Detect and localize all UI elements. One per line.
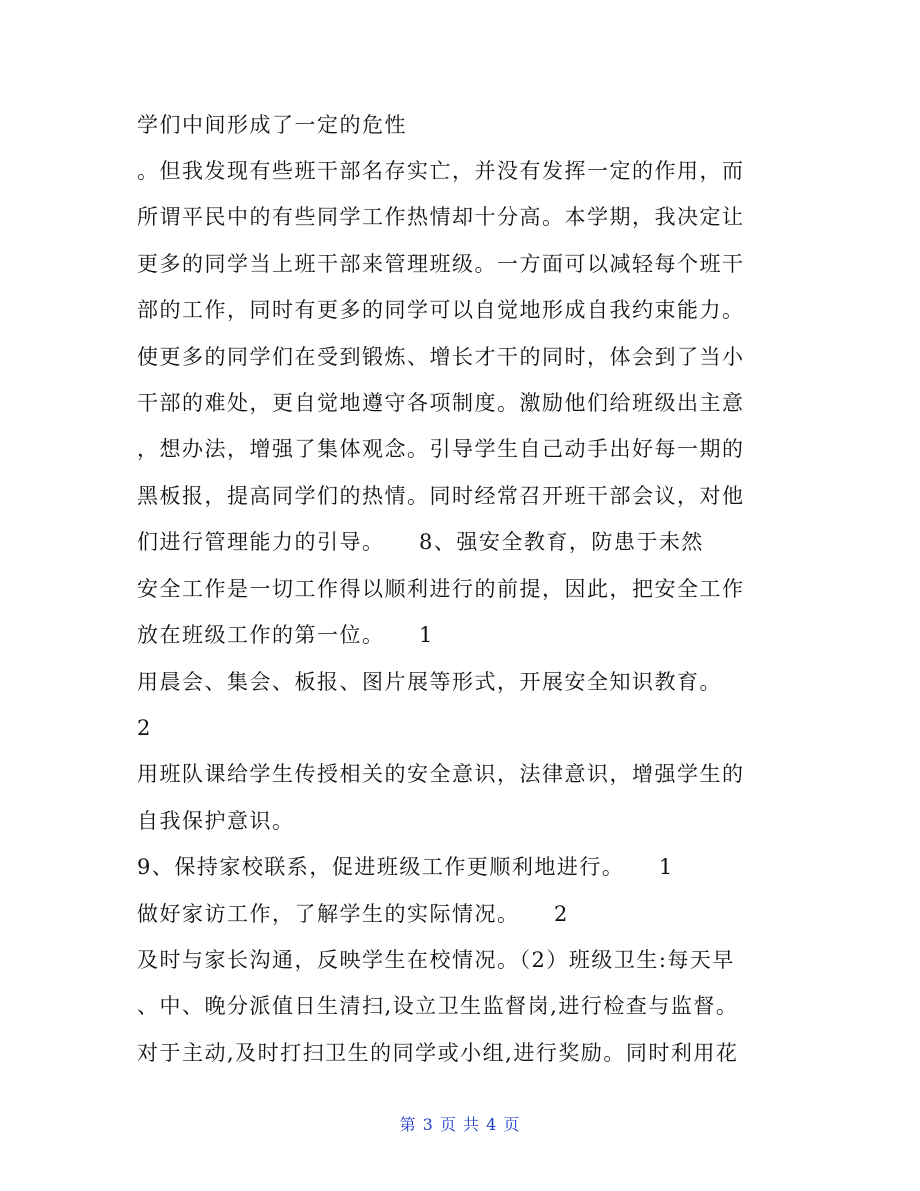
- text-line: 部的工作，同时有更多的同学可以自觉地形成自我约束能力。: [137, 298, 745, 322]
- page-number-footer: 第 3 页 共 4 页: [399, 1115, 521, 1134]
- text-line: 们进行管理能力的引导。 8、强安全教育，防患于未然: [137, 530, 704, 554]
- text-line: 安全工作是一切工作得以顺利进行的前提，因此，把安全工作: [137, 577, 745, 601]
- text-line: ，想办法，增强了集体观念。引导学生自己动手出好每一期的: [137, 437, 745, 461]
- text-line: 学们中间形成了一定的危性: [137, 113, 407, 137]
- text-line: 9、保持家校联系，促进班级工作更顺利地进行。 1: [137, 855, 674, 879]
- text-line: 及时与家长沟通，反映学生在校情况。（2）班级卫生:每天早: [137, 948, 735, 972]
- text-line: 用晨会、集会、板报、图片展等形式，开展安全知识教育。: [137, 670, 722, 694]
- text-line: 自我保护意识。: [137, 809, 295, 833]
- text-line: 。但我发现有些班干部名存实亡，并没有发挥一定的作用，而: [137, 159, 745, 183]
- text-line: 、中、晚分派值日生清扫,设立卫生监督岗,进行检查与监督。: [137, 994, 739, 1018]
- text-line: 黑板报，提高同学们的热情。同时经常召开班干部会议，对他: [137, 484, 745, 508]
- text-line: 放在班级工作的第一位。 1: [137, 623, 434, 647]
- text-line: 干部的难处，更自觉地遵守各项制度。激励他们给班级出主意: [137, 391, 745, 415]
- text-line: 做好家访工作，了解学生的实际情况。 2: [137, 902, 569, 926]
- text-line: 2: [137, 716, 152, 740]
- text-line: 更多的同学当上班干部来管理班级。一方面可以减轻每个班干: [137, 252, 745, 276]
- text-line: 所谓平民中的有些同学工作热情却十分高。本学期，我决定让: [137, 205, 745, 229]
- text-line: 用班队课给学生传授相关的安全意识，法律意识，增强学生的: [137, 762, 745, 786]
- text-line: 使更多的同学们在受到锻炼、增长才干的同时，体会到了当小: [137, 345, 745, 369]
- text-line: 对于主动,及时打扫卫生的同学或小组,进行奖励。同时利用花: [137, 1041, 739, 1065]
